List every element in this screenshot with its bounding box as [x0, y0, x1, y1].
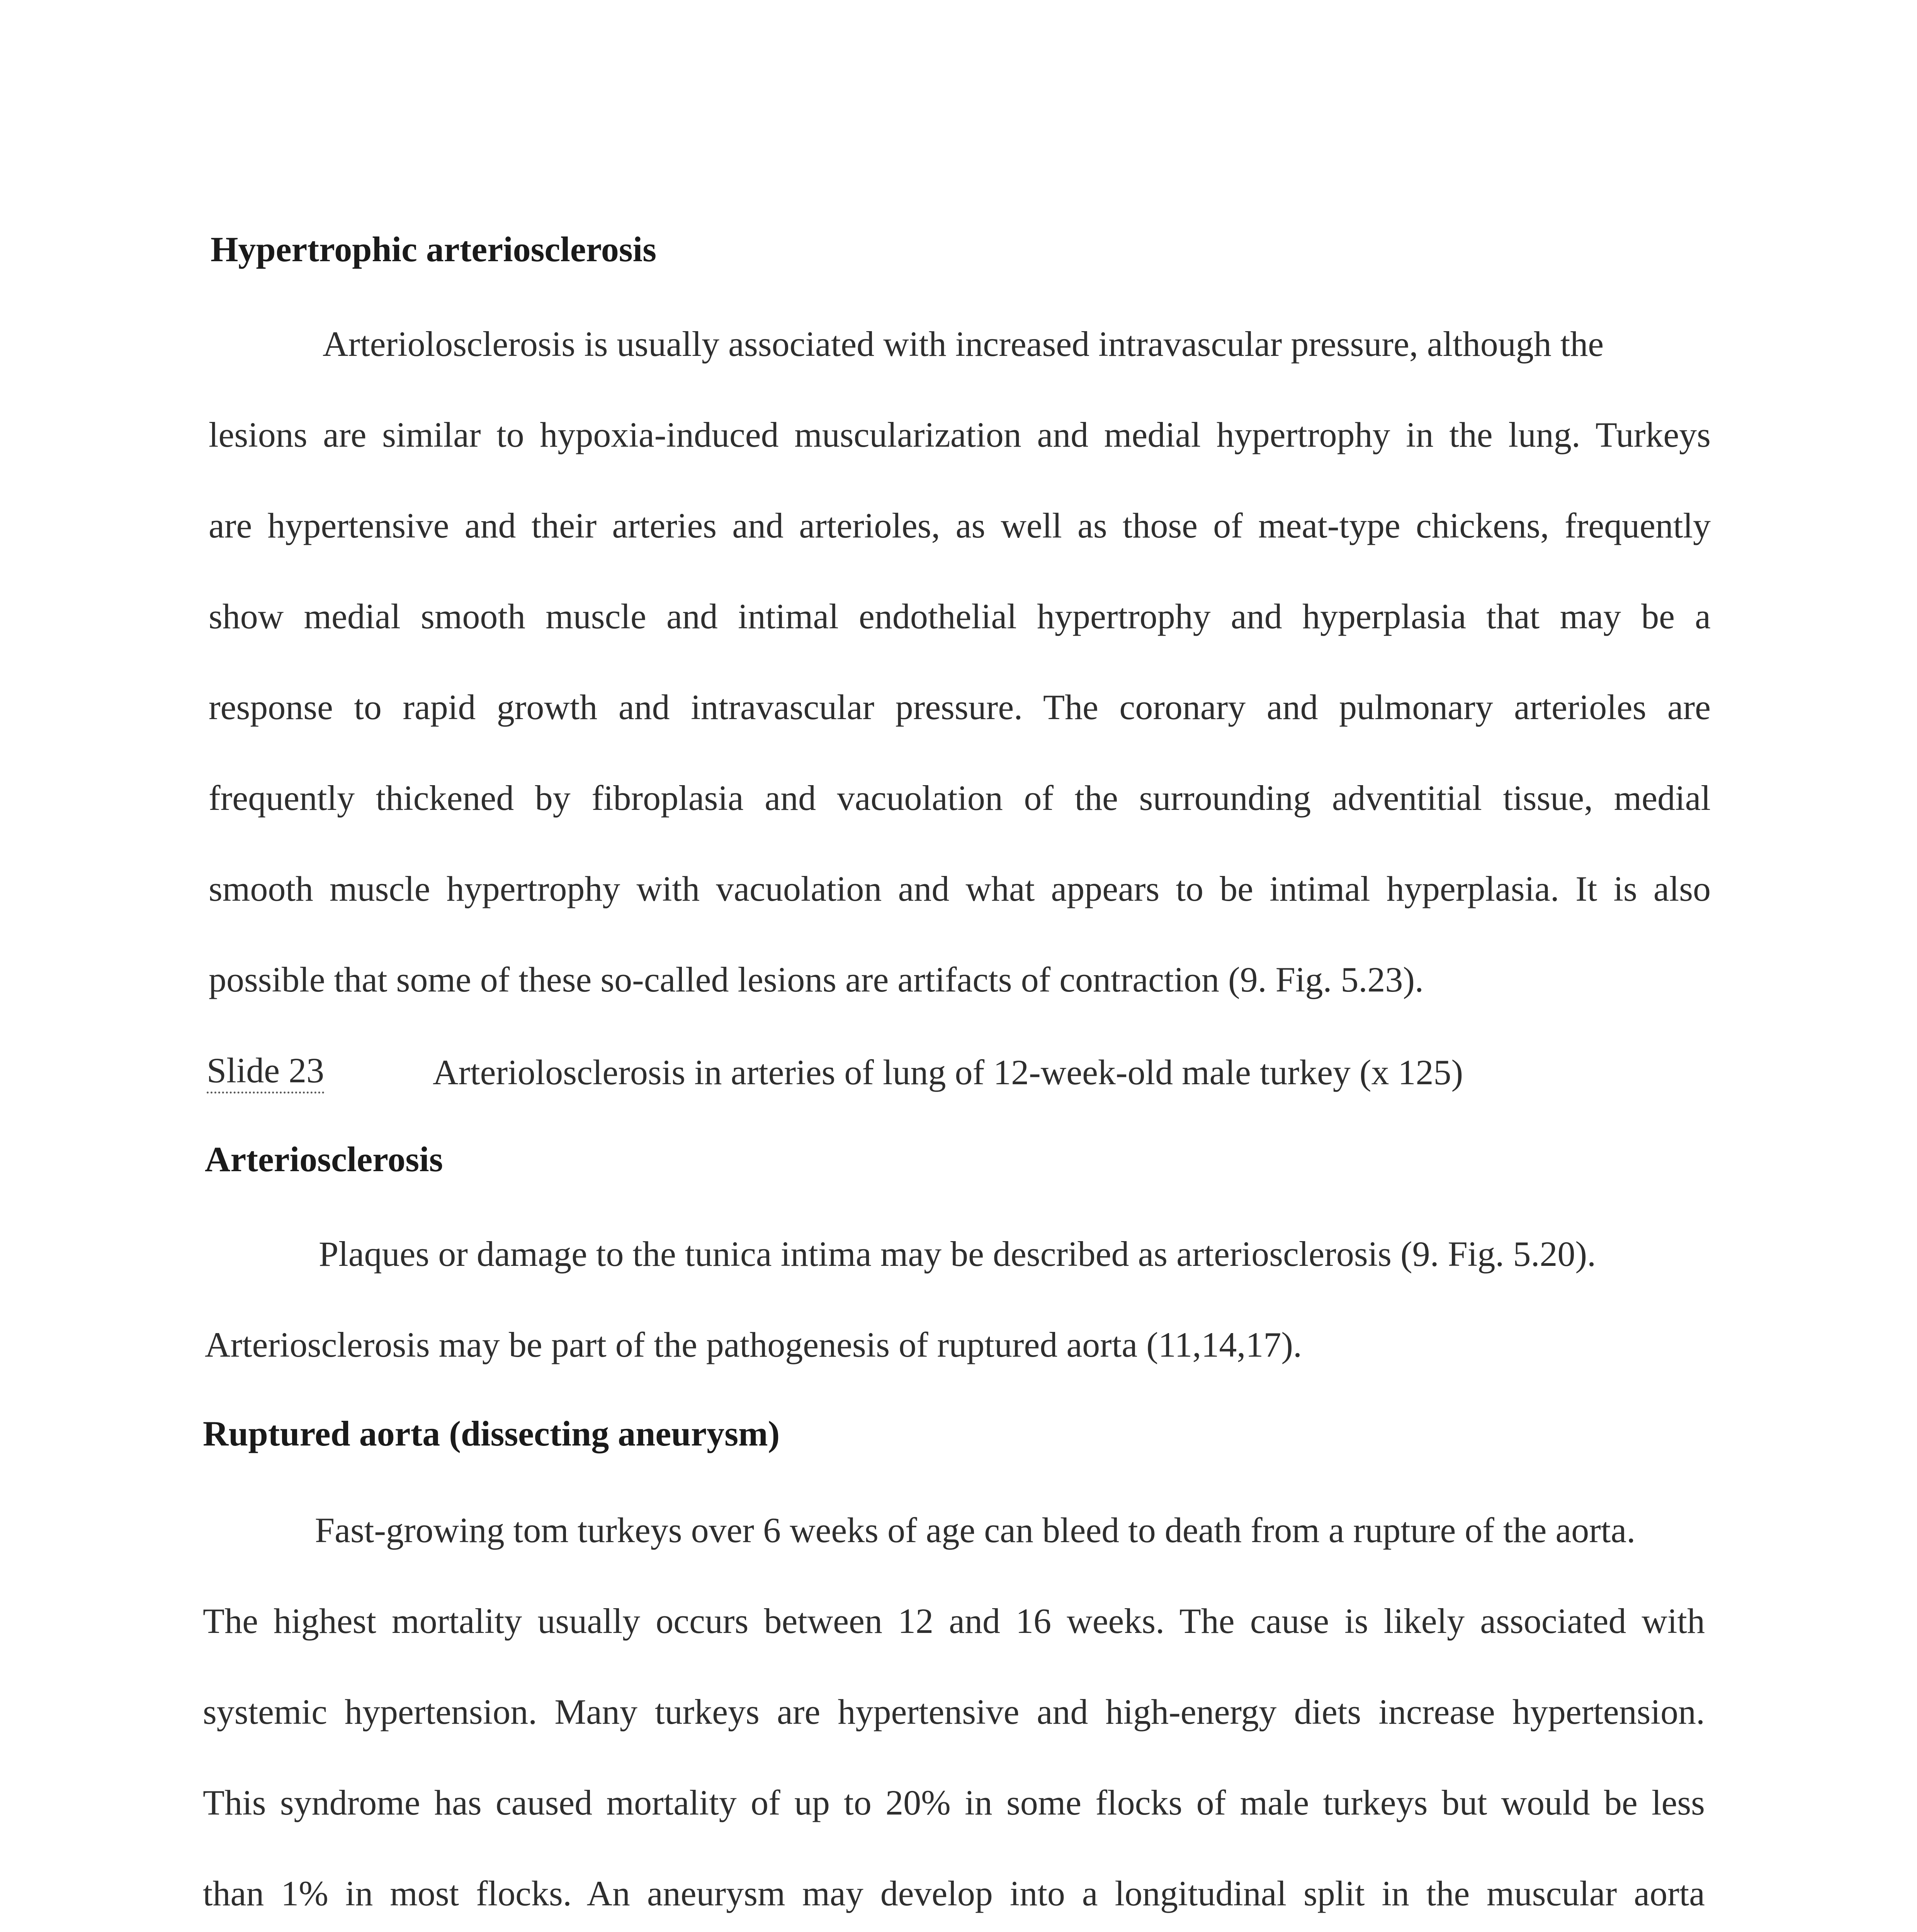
paragraph-line: frequently thickened by fibroplasia and vacuolation of the surrounding adventitial tissue, medial — [209, 778, 1711, 818]
paragraph-line: smooth muscle hypertrophy with vacuolation and what appears to be intimal hyperplasia. It is also — [209, 869, 1711, 908]
paragraph-line: Fast-growing tom turkeys over 6 weeks of age can bleed to death from a rupture of the aorta. — [315, 1510, 1636, 1550]
paragraph-line: than 1% in most flocks. An aneurysm may develop into a longitudinal split in the muscular aorta — [203, 1874, 1705, 1913]
paragraph-line: systemic hypertension. Many turkeys are hypertensive and high-energy diets increase hypertension. — [203, 1692, 1705, 1731]
slide-label: Slide 23 — [207, 1049, 324, 1094]
paragraph-line: The highest mortality usually occurs between 12 and 16 weeks. The cause is likely associated with — [203, 1601, 1705, 1641]
paragraph-line: show medial smooth muscle and intimal endothelial hypertrophy and hyperplasia that may be a — [209, 597, 1711, 636]
heading-hypertrophic-arteriosclerosis: Hypertrophic arteriosclerosis — [211, 230, 656, 269]
paragraph-line: possible that some of these so-called lesions are artifacts of contraction (9. Fig. 5.23). — [209, 960, 1424, 999]
paragraph-line: Arteriolosclerosis is usually associated with increased intravascular pressure, although the — [323, 324, 1604, 364]
paragraph-line: This syndrome has caused mortality of up to 20% in some flocks of male turkeys but would be less — [203, 1783, 1705, 1822]
heading-ruptured-aorta: Ruptured aorta (dissecting aneurysm) — [203, 1414, 780, 1453]
paragraph-line: are hypertensive and their arteries and arterioles, as well as those of meat-type chickens, frequently — [209, 506, 1711, 545]
paragraph-line: Plaques or damage to the tunica intima may be described as arteriosclerosis (9. Fig. 5.20). — [319, 1234, 1596, 1274]
heading-arteriosclerosis: Arteriosclerosis — [205, 1139, 443, 1179]
paragraph-line: response to rapid growth and intravascular pressure. The coronary and pulmonary arterioles are — [209, 687, 1711, 727]
paragraph-line: lesions are similar to hypoxia-induced muscularization and medial hypertrophy in the lung. Turkeys — [209, 415, 1711, 454]
slide-caption: Arteriolosclerosis in arteries of lung of 12-week-old male turkey (x 125) — [433, 1053, 1463, 1092]
paragraph-line: Arteriosclerosis may be part of the pathogenesis of ruptured aorta (11,14,17). — [205, 1325, 1302, 1364]
